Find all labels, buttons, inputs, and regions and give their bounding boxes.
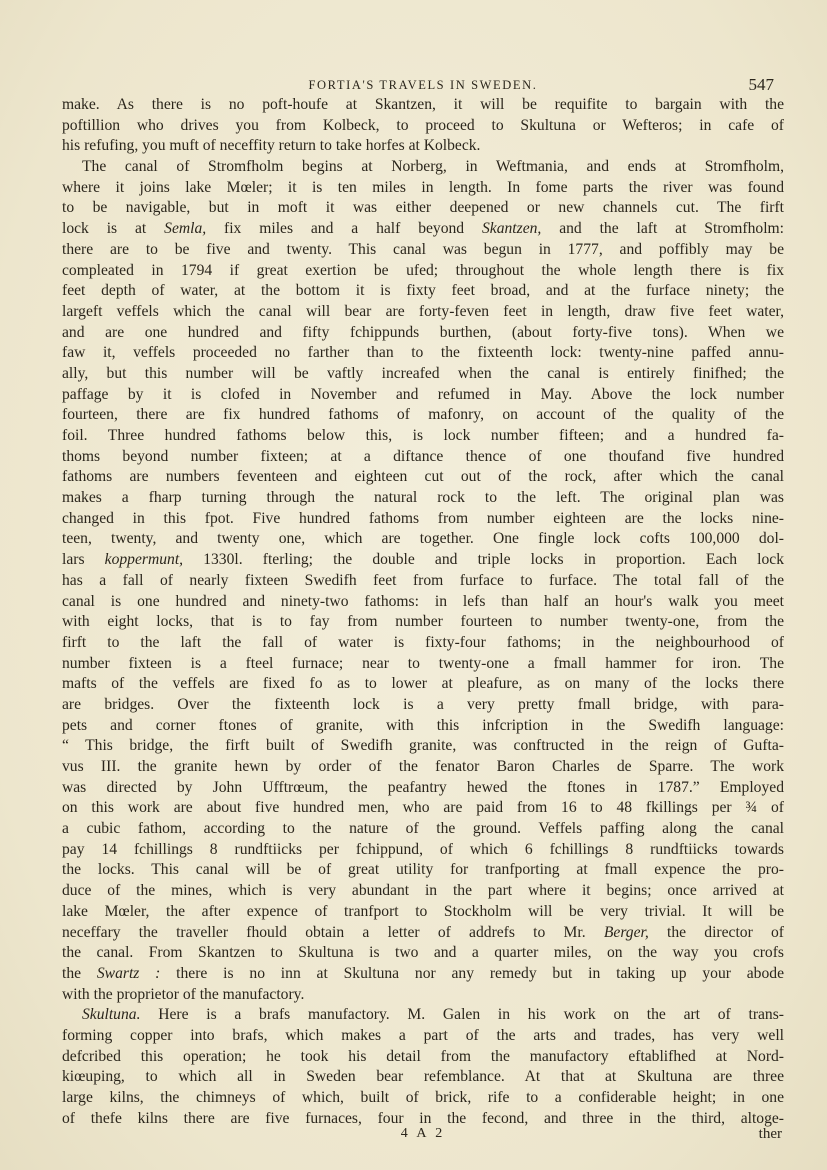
text-line: [62, 426, 784, 447]
text-segment: Here is a brafs manufactory. M. Galen in his work on the art of trans-: [140, 1006, 784, 1024]
text-line: [62, 323, 784, 344]
text-line: [62, 1026, 784, 1047]
text-line: [62, 736, 784, 757]
text-line: [62, 860, 784, 881]
body-text: [62, 95, 784, 1129]
catchword: ther: [758, 1126, 782, 1142]
text-line: [62, 343, 784, 364]
text-segment: on this work are about five hundred men, who are paid from 16 to 48 fkillings per ¾ of: [62, 799, 784, 817]
text-line: [62, 964, 784, 985]
text-line: [62, 509, 784, 530]
text-segment: has a fall of nearly fixteen Swedifh feet from furface to furface. The total fall of the: [62, 571, 784, 589]
text-segment: makes a fharp turning through the natural rock to the left. The original plan was: [62, 489, 784, 507]
text-segment: where it joins lake Mœler; it is ten miles in length. In fome parts the river was found: [62, 178, 784, 196]
text-segment: with eight locks, that is to fay from number fourteen to number twenty-one, from the: [62, 613, 784, 631]
text-segment: lake Mœler, the after expence of tranfport to Stockholm will be very trivial. It will be: [62, 902, 784, 920]
text-segment: thoms beyond number fixteen; at a diftance thence of one thoufand five hundred: [62, 447, 784, 465]
text-segment: 1330l. fterling; the double and triple locks in proportion. Each lock: [183, 551, 785, 569]
text-segment: fix miles and a half beyond: [206, 220, 482, 238]
text-line: [62, 447, 784, 468]
text-segment: the locks. This canal will be of great utility for tranfporting at fmall expence the pro-: [62, 861, 784, 879]
text-segment: and are one hundred and fifty fchippunds burthen, (about forty-five tons). When we: [62, 323, 784, 341]
text-segment: the: [62, 964, 97, 982]
paragraph: [62, 157, 784, 1005]
text-segment: number fixteen is a fteel furnace; near to twenty-one a fmall hammer for iron. The: [62, 654, 784, 672]
text-line: [62, 136, 784, 157]
text-line: [62, 571, 784, 592]
text-segment: pay 14 fchillings 8 rundftiicks per fchippund, of which 6 fchillings 8 rundftiicks towards: [62, 840, 784, 858]
text-line: [62, 840, 784, 861]
text-segment: of thefe kilns there are five furnaces, four in the fecond, and three in the third, altoge-: [62, 1109, 784, 1127]
page-number: 547: [748, 75, 774, 94]
text-line: [62, 198, 784, 219]
text-segment: his refufing, you muft of neceffity return to take horfes at Kolbeck.: [62, 137, 481, 155]
text-segment: “ This bridge, the firft built of Swedifh granite, was conftructed in the reign of Gufta-: [62, 737, 784, 755]
text-segment: fourteen, there are fix hundred fathoms of mafonry, on account of the quality of the: [62, 406, 784, 424]
page-footer: [62, 1126, 784, 1146]
text-line: [62, 881, 784, 902]
text-segment: poftillion who drives you from Kolbeck, to proceed to Skultuna or Wefteros; in cafe of: [62, 116, 784, 134]
text-line: [62, 405, 784, 426]
text-line: [62, 240, 784, 261]
text-line: [62, 674, 784, 695]
text-line: [62, 261, 784, 282]
text-segment: canal is one hundred and ninety-two fathoms: in lefs than half an hour's walk you meet: [62, 592, 784, 610]
text-line: [62, 798, 784, 819]
text-segment: was directed by John Ufftrœum, the peafantry hewed the ftones in 1787.” Employed: [62, 778, 784, 796]
text-line: [62, 778, 784, 799]
text-segment: large kilns, the chimneys of which, built of brick, rife to a confiderable height; in one: [62, 1089, 784, 1106]
text-line: [62, 985, 784, 1006]
text-line: [62, 1088, 784, 1109]
text-segment: feet depth of water, at the bottom it is fixty feet broad, and at the furface ninety; the: [62, 282, 784, 300]
text-segment: ally, but this number will be vaftly increafed when the canal is entirely finifhed; the: [62, 364, 784, 382]
text-line: [62, 178, 784, 199]
text-line: [62, 1005, 784, 1026]
text-line: [62, 592, 784, 613]
text-line: [62, 488, 784, 509]
text-segment: lock is at: [62, 220, 165, 238]
text-line: [62, 550, 784, 571]
text-line: [62, 654, 784, 675]
running-title: FORTIA'S TRAVELS IN SWEDEN.: [308, 78, 538, 92]
text-segment: mafts of the veffels are fixed fo as to lower at pleafure, as on many of the locks there: [62, 675, 784, 693]
text-segment: defcribed this operation; he took his detail from the manufactory eftablifhed at Nord-: [62, 1047, 784, 1065]
text-segment: a cubic fathom, according to the nature of the ground. Veffels paffing along the canal: [62, 820, 784, 838]
text-segment: largeft veffels which the canal will bear are forty-feven feet in length, draw five feet water,: [62, 302, 784, 320]
text-segment: are bridges. Over the fixteenth lock is a very pretty fmall bridge, with para-: [62, 695, 784, 713]
text-segment: and the laft at Stromfholm:: [541, 220, 785, 238]
text-segment: The canal of Stromfholm begins at Norberg, in Weftmania, and ends at Stromfholm,: [82, 158, 784, 176]
text-segment: changed in this fpot. Five hundred fathoms from number eighteen are the locks nine-: [62, 509, 784, 527]
text-line: [62, 1067, 784, 1088]
text-line: [62, 116, 784, 137]
text-segment: make. As there is no poft-houfe at Skantzen, it will be requifite to bargain with the: [62, 96, 784, 113]
text-segment: teen, twenty, and twenty one, which are together. One fingle lock cofts 100,000 dol-: [62, 530, 784, 548]
text-line: [62, 95, 784, 116]
italic-text: Swartz :: [96, 964, 161, 982]
text-segment: with the proprietor of the manufactory.: [62, 985, 305, 1003]
text-line: [62, 923, 784, 944]
text-line: [62, 633, 784, 654]
text-segment: kiœuping, to which all in Sweden bear refemblance. At that at Skultuna are three: [62, 1068, 784, 1086]
text-segment: vus III. the granite hewn by order of the fenator Baron Charles de Sparre. The work: [62, 758, 784, 775]
paragraph: [62, 95, 784, 157]
italic-text: Skantzen,: [481, 220, 542, 238]
text-line: [62, 157, 784, 178]
text-segment: firft to the laft the fall of water is fixty-four fathoms; in the neighbourhood of: [62, 633, 784, 651]
text-segment: fathoms are numbers feventeen and eighteen cut out of the rock, after which the canal: [62, 468, 784, 486]
text-segment: neceffary the traveller fhould obtain a letter of addrefs to Mr.: [62, 923, 604, 941]
text-segment: compleated in 1794 if great exertion be ufed; throughout the whole length there is fix: [62, 261, 784, 279]
text-segment: to be navigable, but in moft it was either deepened or new channels cut. The firft: [62, 199, 784, 217]
text-segment: duce of the mines, which is very abundant in the part where it begins; once arrived at: [62, 882, 784, 900]
text-segment: paffage by it is clofed in November and refumed in May. Above the lock number: [62, 385, 784, 403]
paragraph: [62, 1005, 784, 1129]
italic-text: koppermunt,: [104, 551, 184, 569]
text-line: [62, 757, 784, 778]
text-line: [62, 695, 784, 716]
text-segment: pets and corner ftones of granite, with this infcription in the Swedifh language:: [62, 716, 784, 734]
text-segment: forming copper into brafs, which makes a part of the arts and trades, has very well: [62, 1026, 784, 1044]
italic-text: Berger,: [603, 923, 649, 941]
text-line: [62, 943, 784, 964]
text-line: [62, 716, 784, 737]
italic-text: Skultuna.: [82, 1006, 141, 1024]
text-line: [62, 819, 784, 840]
text-segment: foil. Three hundred fathoms below this, is lock number fifteen; and a hundred fa-: [62, 427, 784, 444]
text-line: [62, 281, 784, 302]
text-segment: faw it, veffels proceeded no farther than to the fixteenth lock: twenty-nine paffed annu-: [62, 344, 784, 362]
text-line: [62, 364, 784, 385]
text-line: [62, 219, 784, 240]
text-segment: the canal. From Skantzen to Skultuna is two and a quarter miles, on the way you crofs: [62, 944, 784, 962]
text-segment: lars: [62, 551, 105, 569]
text-line: [62, 612, 784, 633]
text-segment: there are to be five and twenty. This canal was begun in 1777, and poffibly may be: [62, 240, 784, 258]
text-line: [62, 1047, 784, 1068]
italic-text: Semla,: [164, 220, 207, 238]
text-segment: there is no inn at Skultuna nor any remedy but in taking up your abode: [160, 964, 784, 982]
text-line: [62, 385, 784, 406]
text-line: [62, 302, 784, 323]
text-line: [62, 529, 784, 550]
text-segment: the director of: [648, 923, 785, 941]
signature-mark: 4 A 2: [400, 1126, 446, 1141]
running-head: [62, 76, 784, 96]
text-line: [62, 467, 784, 488]
text-line: [62, 902, 784, 923]
